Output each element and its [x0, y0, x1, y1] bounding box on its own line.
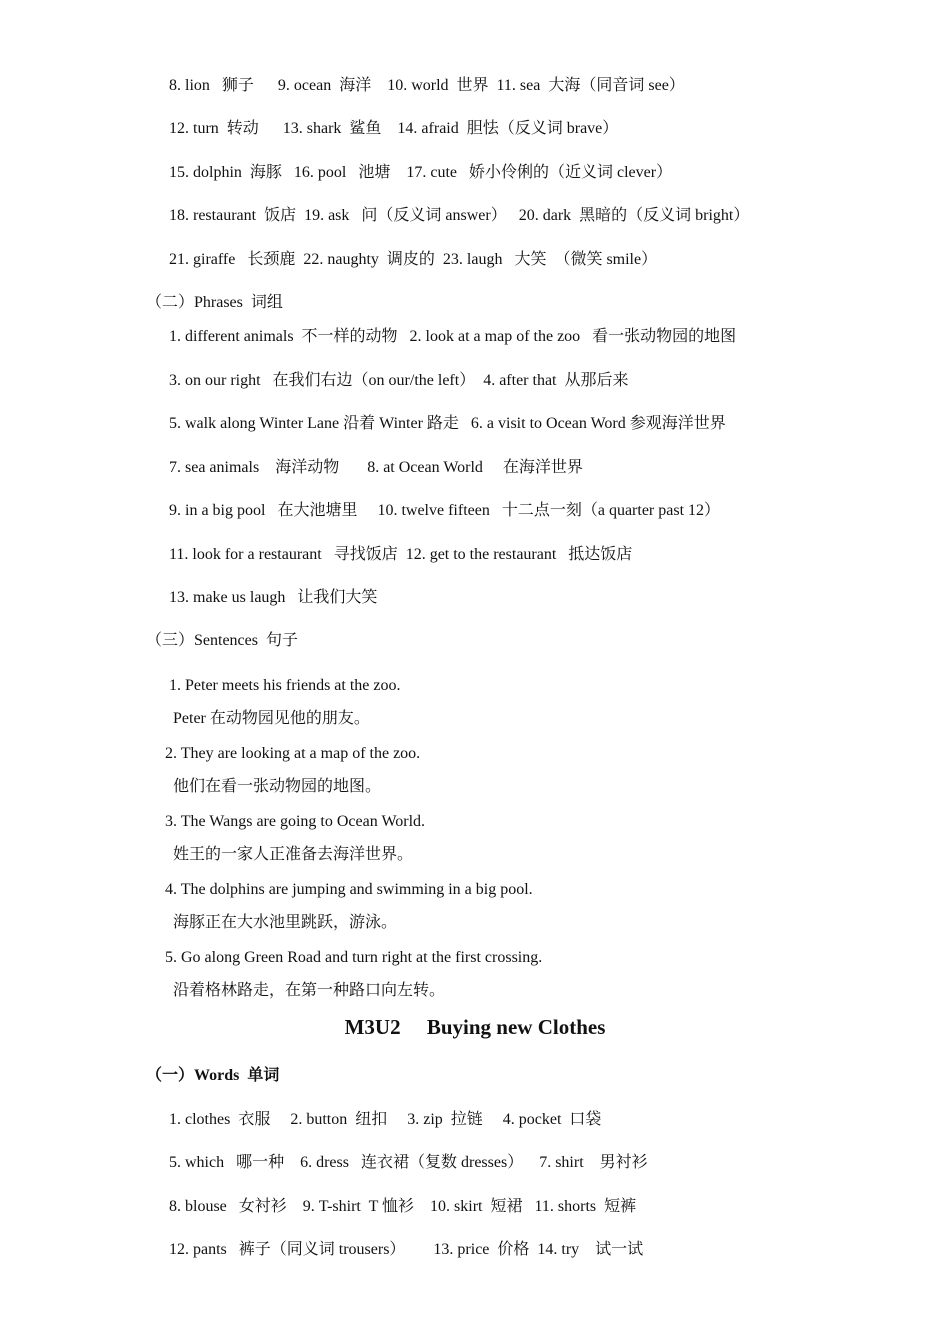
sentence-english: 5. Go along Green Road and turn right at the first crossing.	[165, 949, 543, 966]
phrase-line: 13. make us laugh 让我们大笑	[169, 589, 378, 606]
sentence-chinese: Peter 在动物园见他的朋友。	[173, 710, 370, 727]
word-line: 15. dolphin 海豚 16. pool 池塘 17. cute 娇小伶俐的（近义词 clever）	[169, 164, 673, 181]
word-line: 8. lion 狮子 9. ocean 海洋 10. world 世界 11. sea 大海（同音词 see）	[169, 77, 685, 94]
sentences-heading: （三）Sentences 句子	[146, 632, 298, 649]
sentence-chinese: 海豚正在大水池里跳跃，游泳。	[173, 914, 398, 931]
word-line: 12. turn 转动 13. shark 鲨鱼 14. afraid 胆怯（反义词 brave）	[169, 120, 619, 137]
phrase-line: 3. on our right 在我们右边（on our/the left） 4. after that 从那后来	[169, 372, 629, 389]
word-line: 5. which 哪一种 6. dress 连衣裙（复数 dresses） 7. shirt 男衬衫	[169, 1154, 648, 1171]
phrase-line: 1. different animals 不一样的动物 2. look at a map of the zoo 看一张动物园的地图	[169, 328, 737, 345]
phrase-line: 5. walk along Winter Lane 沿着 Winter 路走 6. a visit to Ocean Word 参观海洋世界	[169, 415, 726, 432]
sentence-english: 2. They are looking at a map of the zoo.	[165, 745, 421, 762]
word-line: 8. blouse 女衬衫 9. T-shirt T 恤衫 10. skirt 短裙 11. shorts 短裤	[169, 1198, 637, 1215]
sentence-english: 1. Peter meets his friends at the zoo.	[169, 677, 401, 694]
words-heading: （一）Words 单词	[146, 1067, 280, 1084]
word-line: 1. clothes 衣服 2. button 纽扣 3. zip 拉链 4. pocket 口袋	[169, 1111, 602, 1128]
phrase-line: 7. sea animals 海洋动物 8. at Ocean World 在海洋世界	[169, 459, 583, 476]
phrase-line: 11. look for a restaurant 寻找饭店 12. get to the restaurant 抵达饭店	[169, 546, 633, 563]
word-line: 21. giraffe 长颈鹿 22. naughty 调皮的 23. laugh 大笑 （微笑 smile）	[169, 251, 658, 268]
sentence-chinese: 沿着格林路走，在第一种路口向左转。	[173, 982, 446, 999]
sentence-english: 4. The dolphins are jumping and swimming in a big pool.	[165, 881, 533, 898]
sentence-chinese: 姓王的一家人正准备去海洋世界。	[173, 846, 414, 863]
sentence-english: 3. The Wangs are going to Ocean World.	[165, 813, 426, 830]
phrases-heading: （二）Phrases 词组	[146, 294, 283, 311]
unit-title: M3U2 Buying new Clothes	[344, 1015, 606, 1039]
word-line: 18. restaurant 饭店 19. ask 问（反义词 answer） 20. dark 黑暗的（反义词 bright）	[169, 207, 750, 224]
phrase-line: 9. in a big pool 在大池塘里 10. twelve fifteen 十二点一刻（a quarter past 12）	[169, 502, 721, 519]
word-line: 12. pants 裤子（同义词 trousers） 13. price 价格 14. try 试一试	[169, 1241, 644, 1258]
sentence-chinese: 他们在看一张动物园的地图。	[173, 778, 382, 795]
